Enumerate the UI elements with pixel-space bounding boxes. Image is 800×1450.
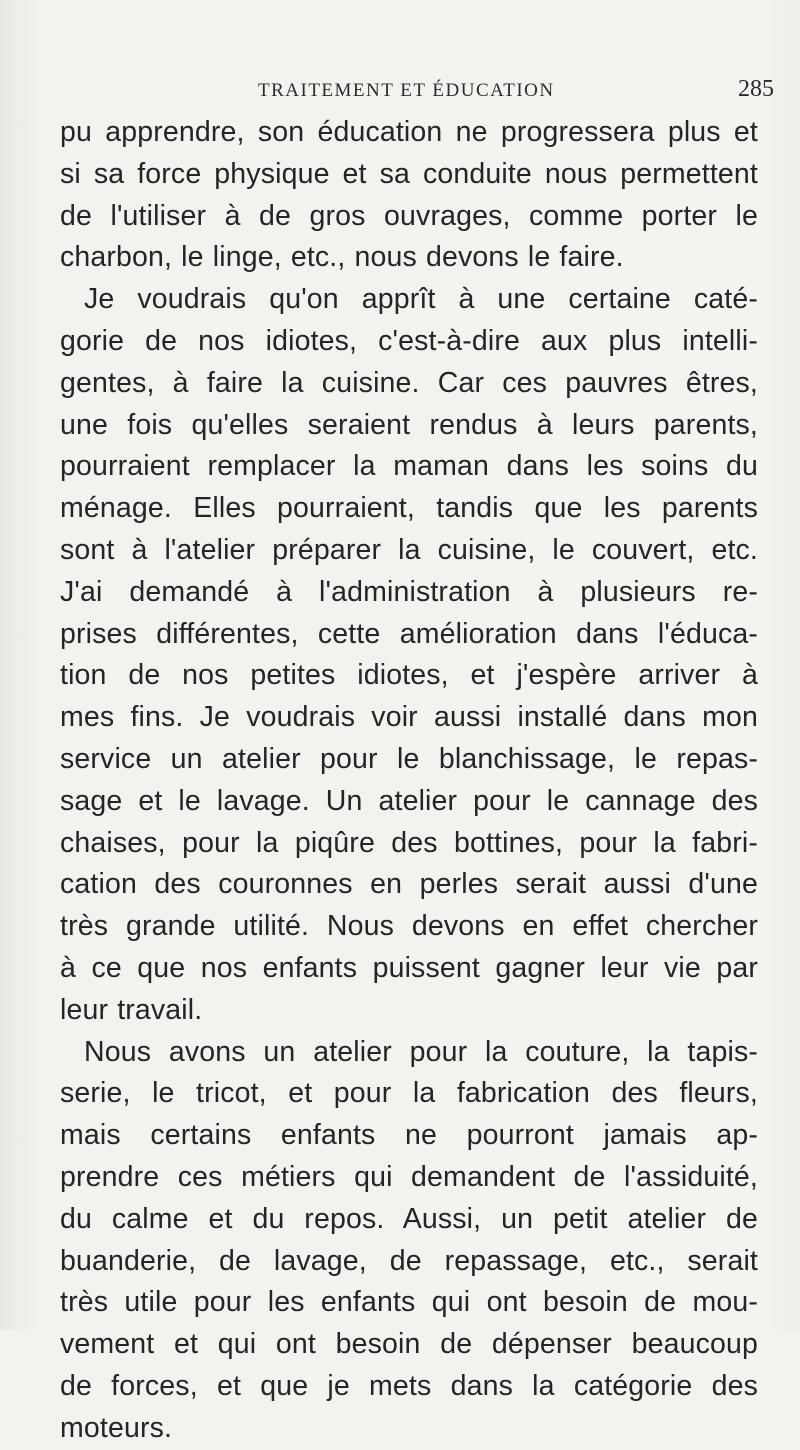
page-header (0, 70, 800, 110)
text-line: gorie de nos idiotes, c'est-à-dire aux plus intelli- (60, 324, 758, 357)
text-line: cation des couronnes en perles serait aussi d'une (60, 868, 758, 901)
text-line: ménage. Elles pourraient, tandis que les parents (60, 492, 758, 525)
text-line: service un atelier pour le blanchissage, le repas- (60, 742, 758, 775)
text-line: Nous avons un atelier pour la couture, la tapis- (84, 1035, 758, 1068)
text-line: vement et qui ont besoin de dépenser beaucoup (60, 1328, 758, 1361)
text-line: chaises, pour la piqûre des bottines, pour la fabri- (60, 826, 758, 859)
text-line: du calme et du repos. Aussi, un petit atelier de (60, 1202, 758, 1235)
text-line: très utile pour les enfants qui ont besoin de mou- (60, 1286, 758, 1319)
text-line: buanderie, de lavage, de repassage, etc., serait (60, 1244, 758, 1277)
text-line: serie, le tricot, et pour la fabrication des fleurs, (60, 1077, 758, 1110)
text-line: à ce que nos enfants puissent gagner leur vie par (60, 951, 758, 984)
text-line: moteurs. (60, 1411, 173, 1444)
text-line: J'ai demandé à l'administration à plusieurs re- (60, 575, 758, 608)
body-text (60, 112, 758, 1450)
text-line: charbon, le linge, etc., nous devons le faire. (60, 241, 624, 274)
text-line: sage et le lavage. Un atelier pour le cannage des (60, 784, 758, 817)
text-line: une fois qu'elles seraient rendus à leurs parents, (60, 408, 758, 441)
text-line: leur travail. (60, 993, 203, 1026)
running-title: TRAITEMENT ET ÉDUCATION (258, 80, 555, 101)
text-line: très grande utilité. Nous devons en effet chercher (60, 910, 758, 943)
text-line: gentes, à faire la cuisine. Car ces pauvres êtres, (60, 366, 758, 399)
text-line: pourraient remplacer la maman dans les soins du (60, 450, 758, 483)
text-line: tion de nos petites idiotes, et j'espère arriver à (60, 659, 758, 692)
text-line: pu apprendre, son éducation ne progressera plus et (60, 116, 758, 148)
text-line: si sa force physique et sa conduite nous permettent (60, 157, 758, 190)
text-line: prendre ces métiers qui demandent de l'assiduité, (60, 1160, 758, 1193)
text-line: mes fins. Je voudrais voir aussi installé dans mon (60, 701, 758, 734)
text-line: mais certains enfants ne pourront jamais ap- (60, 1119, 758, 1152)
text-line: sont à l'atelier préparer la cuisine, le couvert, etc. (60, 533, 758, 566)
page-number: 285 (738, 76, 774, 102)
text-line: Je voudrais qu'on apprît à une certaine caté- (84, 283, 758, 316)
text-line: prises différentes, cette amélioration dans l'éduca- (60, 617, 758, 650)
text-line: de l'utiliser à de gros ouvrages, comme porter le (60, 199, 758, 232)
text-line: de forces, et que je mets dans la catégorie des (60, 1369, 758, 1402)
